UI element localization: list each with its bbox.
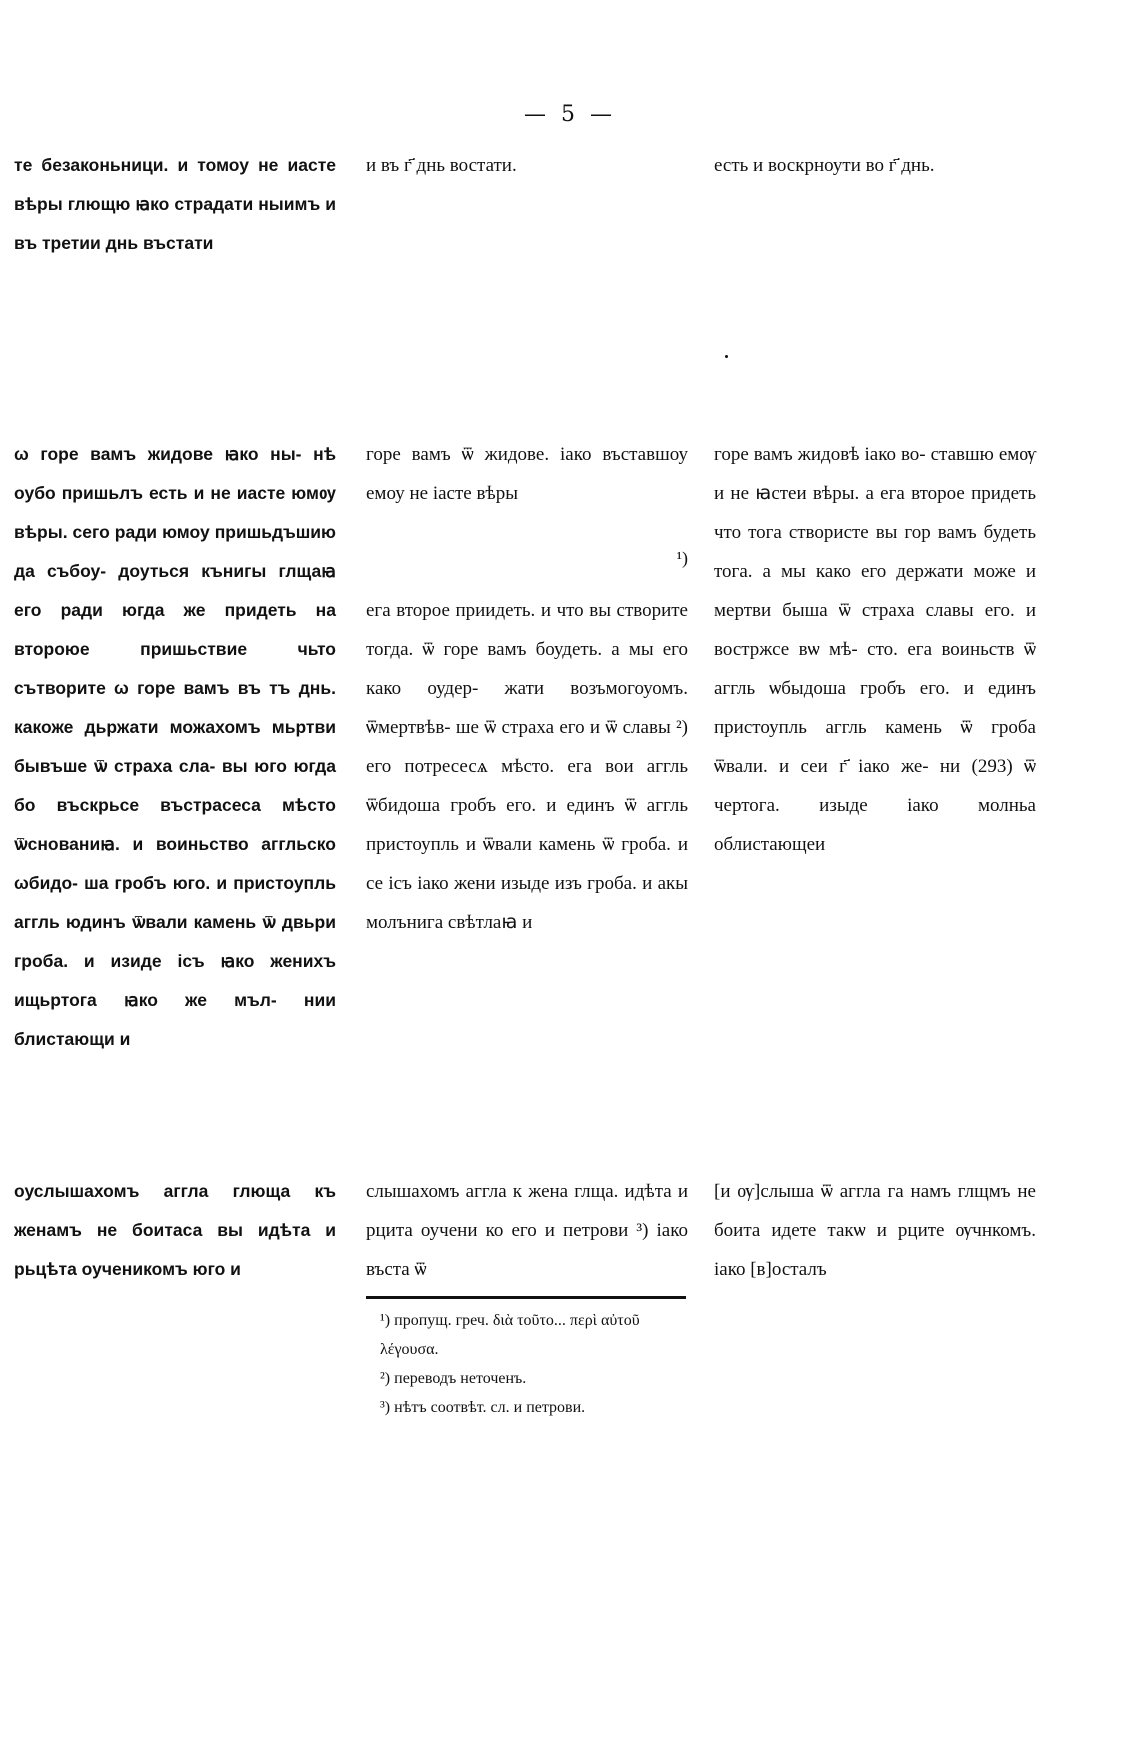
section-1-column-3 [714,146,1036,185]
section-2-column-1 [14,435,336,1059]
section-3-column-1 [14,1172,336,1289]
section-1-column-1-text: те безаконьници. и томоу не иасте вѣры глющю ꙗко страдати ныимъ и въ третии днь въстати [14,155,336,253]
section-2-column-2-text-a: горе вамъ ѿ жидове. іако въставшоу емоу не іасте вѣры [366,444,688,504]
speck-mark [725,355,728,358]
footnote-2: ²) переводъ неточенъ. [380,1370,527,1387]
section-3-column-2 [366,1172,688,1289]
section-1-column-3-text: есть и воскрноути во г҃ днь. [714,155,935,176]
section-2-column-3 [714,435,1036,864]
section-3-column-3 [714,1172,1036,1289]
footnote-marker-1: ¹) [676,548,688,568]
section-3-column-2-text: слышахомъ аггла к жена глща. идѣта и рцита оучени ко его и петрови ³) іако въста ѿ [366,1181,688,1280]
footnote-rule [366,1296,686,1299]
page-number: — 5 — [524,102,616,127]
section-1-column-2-text: и въ г҃ днь востати. [366,155,517,176]
footnote-1: ¹) пропущ. греч. διὰ τοῦτο... περὶ αὐτοῦ λέγουσα. [380,1312,640,1358]
section-2-column-3-text: горе вамъ жидовѣ іако во- ставшю емѹ и не ꙗстеи вѣры. а ега второе придеть что тога створисте вы гор вамъ будеть тога. а мы како его держати може и мертви быша ѿ страха славы его. и востржсе вѡ мѣ- сто. ега воиньств ѿ аггль ѡбыдоша гробъ его. и единъ пристоупль аггль камень ѿ гроба ѿвали. и сеи г҃ іако же- ни (293) ѿ чертога. изыде іако молньа облистающеи [714,444,1036,855]
section-1-column-2 [366,146,688,185]
section-2-column-2 [366,435,688,942]
section-2-column-2-text-b: ега второе приидеть. и что вы створите тогда. ѿ горе вамъ боудеть. а мы его како оудер- жати возъмогоуомъ. ѿмертвѣв- ше ѿ страха его и ѿ славы ²) его потресесѧ мѣсто. ега вои аггль ѿбидоша гробъ его. и единъ ѿ аггль пристоупль и ѿвали камень ѿ гроба. и се ісъ іако жени изыде изъ гроба. и акы молънига свѣтлаꙗ и [366,600,688,933]
section-2-column-1-text: ω горе вамъ жидове ꙗко ны- нѣ оубо пришьлъ есть и не иасте юмѹ вѣры. сего ради юмоу пришьдъшию да събоу- доуться кънигы глщаꙗ его ради югда же придеть на второюе пришьствие чьто сътворите ω горе вамъ въ тъ днь. какоже дьржати можахомъ мьртви бывъше ѿ страха сла- вы юго югда бо въскрьсе въстрасеса мѣсто ѿснованиꙗ. и воиньство аггльско ωбидо- ша гробъ юго. и пристоупль аггль юдинъ ѿвали камень ѿ двьри гроба. и изиде ісъ ꙗко женихъ ищьртога ꙗко же мъл- нии блистающи и [14,444,336,1049]
footnote-3: ³) нѣтъ соотвѣт. сл. и петрови. [380,1399,586,1416]
section-1-column-1 [14,146,336,263]
footnotes [380,1306,690,1422]
section-3-column-1-text: оуслышахомъ аггла глюща къ женамъ не боитаса вы идѣта и рьцѣта оученикомъ юго и [14,1181,336,1279]
section-3-column-3-text: [и ѹ]слыша ѿ аггла га намъ глщмъ не боита идете такѡ и рците ѹчнкомъ. іако [в]осталъ [714,1181,1036,1280]
